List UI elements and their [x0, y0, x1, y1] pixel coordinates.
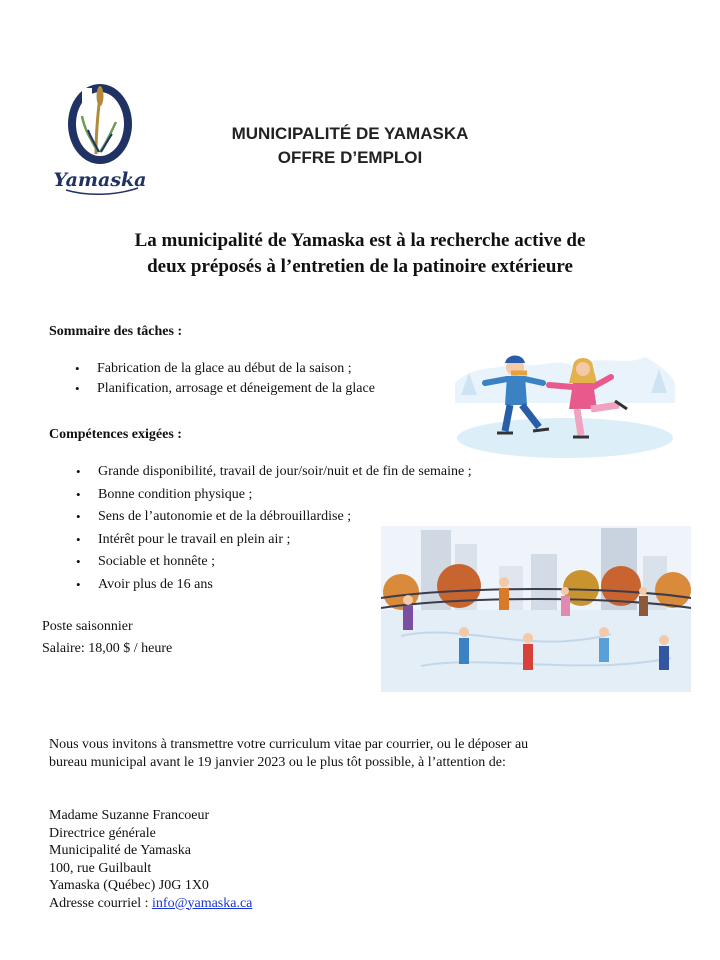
skills-title: Compétences exigées :: [49, 427, 182, 442]
email-link[interactable]: info@yamaska.ca: [152, 895, 253, 911]
position-info: [42, 616, 172, 660]
email-label: Adresse courriel :: [49, 895, 149, 911]
yamaska-logo: [52, 82, 148, 200]
headline-line-2: deux préposés à l’entretien de la patinoire extérieure: [147, 256, 573, 277]
headline: [60, 228, 660, 280]
invitation-line-1: Nous vous invitons à transmettre votre curriculum vitae par courrier, ou le déposer au: [49, 737, 529, 752]
municipality-title: MUNICIPALITÉ DE YAMASKA: [231, 124, 469, 143]
position-type: Poste saisonnier: [42, 619, 133, 634]
city-rink-illustration: [381, 526, 691, 692]
contact-street: 100, rue Guilbault: [49, 860, 152, 876]
contact-email-line: [49, 895, 252, 913]
contact-block: [49, 807, 252, 912]
salary: Salaire: 18,00 $ / heure: [42, 641, 173, 656]
contact-org: Municipalité de Yamaska: [49, 843, 191, 858]
headline-line-1: La municipalité de Yamaska est à la recherche active de: [134, 230, 586, 251]
summary-title: Sommaire des tâches :: [49, 324, 183, 339]
document-header: [180, 122, 520, 170]
list-item: • Intérêt pour le travail en plein air ;: [98, 529, 472, 552]
contact-name: Madame Suzanne Francoeur: [49, 808, 210, 823]
list-item: • Avoir plus de 16 ans: [98, 574, 472, 597]
summary-list: [97, 359, 375, 399]
list-item: • Fabrication de la glace au début de la saison ;: [97, 359, 375, 379]
contact-title: Directrice générale: [49, 825, 156, 841]
job-offer-title: OFFRE D’EMPLOI: [277, 148, 423, 167]
contact-city: Yamaska (Québec) J0G 1X0: [49, 878, 209, 893]
list-item: • Sens de l’autonomie et de la débrouillardise ;: [98, 506, 472, 529]
invitation-paragraph: [49, 736, 664, 772]
skating-kids-illustration: [455, 343, 675, 458]
list-item: • Bonne condition physique ;: [98, 484, 472, 507]
list-item: • Planification, arrosage et déneigement de la glace: [97, 379, 375, 399]
logo-wordmark: Yamaska: [53, 169, 147, 191]
list-item: • Sociable et honnête ;: [98, 551, 472, 574]
list-item: • Grande disponibilité, travail de jour/soir/nuit et de fin de semaine ;: [98, 461, 472, 484]
invitation-line-2: bureau municipal avant le 19 janvier 2023 ou le plus tôt possible, à l’attention de:: [49, 755, 506, 770]
